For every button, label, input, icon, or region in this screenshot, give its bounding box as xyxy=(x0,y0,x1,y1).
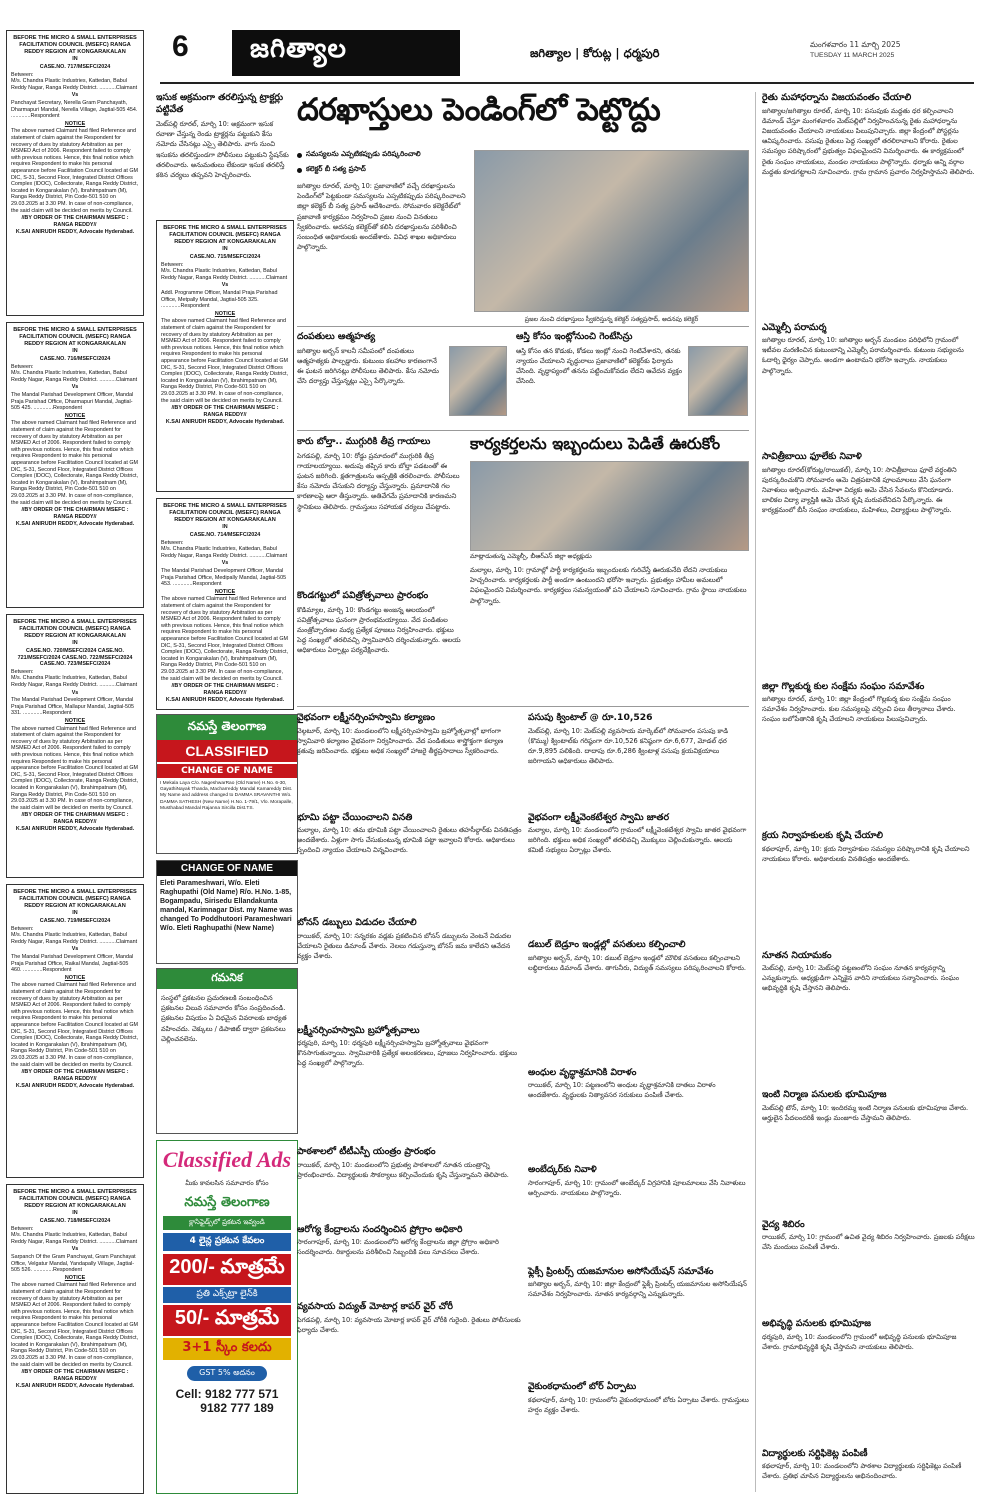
headline: అంధుల వృద్ధాశ్రమానికి విరాళం xyxy=(528,1066,637,1078)
bullet-icon xyxy=(297,168,302,173)
right-story xyxy=(762,1318,975,1442)
headline: పాఠశాలలో టీటీఎస్పీ యంత్రం ప్రారంభం xyxy=(297,1146,436,1157)
divider xyxy=(297,430,749,431)
notice-in: IN xyxy=(72,1210,78,1217)
advocate-signature: K.SAI ANIRUDH REDDY, Advocate Hyderabad. xyxy=(165,419,285,426)
story-body: కథలాపూర్, మార్చి 10: క్రయ నిర్వాహకుల సమస్యల పరిష్కారానికి కృషి చేయాలని నాయకులు కోరారు. అధికారులకు వినతిపత్రం అందజేశారు. xyxy=(762,844,970,863)
story-body: రాయికల్, మార్చి 10: సన్నరకం వడ్లకు ప్రకటించిన బోనస్ డబ్బులను వెంటనే విడుదల చేయాలని రైతులు డిమాండ్ చేశారు. నెలలు గడుస్తున్నా బోనస్ జమ కాలేదని ఆవేదన వ్యక్తం చేశారు. xyxy=(297,931,512,960)
notice-heading: BEFORE THE MICRO & SMALL ENTERPRISES FACILITATION COUNCIL (MSEFC) RANGA REDDY REGION AT KONGARAKALAN xyxy=(13,889,137,909)
notice-heading: BEFORE THE MICRO & SMALL ENTERPRISES FACILITATION COUNCIL (MSEFC) RANGA REDDY REGION AT KONGARAKALAN xyxy=(163,225,287,245)
order-line: //BY ORDER OF THE CHAIRMAN MSEFC : RANGA REDDY// xyxy=(21,507,129,520)
story-body: జగిత్యాల రూరల్, మార్చి 10: జగిత్యాల అర్బన్ మండలం పరిధిలోని గ్రామంలో ఇటీవల మరణించిన కుటుంబాన్ని ఎమ్మెల్సీ పరామర్శించారు. కుటుంబ సభ్యులను ఓదార్చి ధైర్యం చెప్పారు. అండగా ఉంటామని భరోసా ఇచ్చారు. నాయకులు పాల్గొన్నారు. xyxy=(762,336,964,375)
notice-in: IN xyxy=(72,56,78,63)
petitioner: M/s. Chandra Plastic Industries, Kattedan, Babul Reddy Nagar, Ranga Reddy District. ...........Claimant xyxy=(11,675,138,688)
advocate-signature: K.SAI ANIRUDH REDDY, Advocate Hyderabad. xyxy=(15,521,135,528)
date-telugu: మంగళవారం 11 మార్చి 2025 xyxy=(810,40,901,49)
headline: ఇంటి నిర్మాణ పనులకు భూమిపూజ xyxy=(762,1089,887,1100)
story-body: రాయికల్, మార్చి 10: పట్టణంలోని అంధుల వృద్ధాశ్రమానికి దాతలు విరాళం అందజేశారు. వృద్ధులకు నిత్యావసర సరుకులు పంపిణీ చేశారు. xyxy=(528,1081,716,1100)
right-story xyxy=(762,1448,975,1493)
headline: ఆస్తి కోసం ఇంట్లోనుంచి గెంటేసిన్రు xyxy=(516,331,633,342)
cell-number: Cell: 9182 777 571 xyxy=(175,1387,279,1401)
headline: వైభవంగా లక్ష్మీనర్సింహస్వామి కల్యాణం xyxy=(297,712,435,723)
notice-in: IN xyxy=(72,348,78,355)
headline: వైద్య శిబిరం xyxy=(762,1218,805,1230)
headline: ఫ్లెక్సీ ప్రింటర్స్ యజమానుల అసోసియేషన్ సమావేశం xyxy=(528,1265,714,1277)
story-body: జగిత్యాల రూరల్, మార్చి 10: జిల్లా కేంద్రంలో గొల్లకుర్మ కుల సంక్షేమ సంఘం సమావేశం నిర్వహించారు. కుల సమస్యలపై చర్చించి పలు తీర్మానాలు చేశారు. సంఘం బలోపేతానికి కృషి చేయాలని నాయకులు పిలుపునిచ్చారు. xyxy=(762,695,956,724)
petitioner: M/s. Chandra Plastic Industries, Kattedan, Babul Reddy Nagar, Ranga Reddy District. ...........Claimant xyxy=(161,546,288,559)
story-car xyxy=(297,436,463,589)
story-body: సారంగాపూర్, మార్చి 10: గ్రామంలో అంబేద్కర్ విగ్రహానికి పూలమాలలు వేసి నివాళులు అర్పించారు. నాయకులు పాల్గొన్నారు. xyxy=(528,1178,746,1197)
versus: Vs xyxy=(71,946,79,953)
lead-body: జగిత్యాల రూరల్, మార్చి 10: ప్రజావాణిలో వచ్చే దరఖాస్తులను పెండింగ్‌లో పెట్టకుండా సమస్యలను ఎప్పటికప్పుడు పరిష్కరించాలని జిల్లా కలెక్టర్ బీ సత్య ప్రసాద్ ఆదేశించారు. సోమవారం కలెక్టరేట్‌లో ప్రజావాణి కార్యక్రమం నిర్వహించి ప్రజల నుంచి వినతులు స్వీకరించారు. అదనపు కలెక్టర్‌తో కలిసి దరఖాస్తులను పరిశీలించి సంబంధిత అధికారులకు అందజేశారు. వివిధ శాఖల అధికారులు పాల్గొన్నారు. xyxy=(297,182,466,252)
headline: లక్ష్మీనర్సింహస్వామి బ్రహ్మోత్సవాలు xyxy=(297,1024,420,1036)
headline: అభివృద్ధి పనులకు భూమిపూజ xyxy=(762,1318,871,1329)
between-label: Between: xyxy=(11,925,34,932)
headline: డబుల్ బెడ్రూం ఇండ్లల్లో వసతులు కల్పించాలి xyxy=(528,939,686,950)
case-number: CASE.NO. 714/MSEFC/2024 xyxy=(189,532,261,539)
versus: Vs xyxy=(71,384,79,391)
divider xyxy=(297,706,749,707)
headline: వ్యవసాయ విద్యుత్ మోటార్ల కాపర్ వైర్ చోరీ xyxy=(297,1301,453,1312)
tagline-2: నమస్తే తెలంగాణ xyxy=(184,1195,270,1210)
headline: బోనస్ డబ్బులు విడుదల చేయాలి xyxy=(297,917,417,928)
case-number: CASE.NO. 720/MSEFC/2024 CASE.NO. 721/MSEFC/2024 CASE.NO. 722/MSEFC/2024 CASE.NO. 723/MSEFC/2024 xyxy=(17,648,133,668)
headline: సావిత్రీబాయి ఫూలేకు నివాళి xyxy=(762,451,862,462)
headline: వైకుంఠధామంలో బోర్ ఏర్పాటు xyxy=(528,1381,637,1392)
story-body: ధర్మపురి, మార్చి 10: ధర్మపురి లక్ష్మీనర్సింహస్వామి బ్రహ్మోత్సవాలు వైభవంగా కొనసాగుతున్నాయి. స్వామివారికి ప్రత్యేక అలంకరణలు, పూజలు నిర్వహించారు. భక్తులు పెద్ద సంఖ్యలో పాల్గొన్నారు. xyxy=(297,1039,517,1068)
petitioner: M/s. Chandra Plastic Industries, Kattedan, Babul Reddy Nagar, Ranga Reddy District. ...........Claimant xyxy=(11,370,138,383)
petitioner: M/s. Chandra Plastic Industries, Kattedan, Babul Reddy Nagar, Ranga Reddy District. ...........Claimant xyxy=(11,1232,138,1245)
sub-story-1 xyxy=(297,331,509,430)
gamanika-text: సంస్థలో ప్రకటనల ప్రచురణలకి సంబంధించిన ప్రకటనల విలువ సమాచారం కోసం సంప్రదించండి. ప్రకటనల విషయం ఏ విధమైన వివరాలకు బాధ్యత వహించదు. చెక్కులు / డిపాజిట్ ద్వారా ప్రకటనలు చెల్లించవలెను. xyxy=(161,994,287,1043)
story-body: పెగడపల్లి, మార్చి 10: రోడ్డు ప్రమాదంలో ముగ్గురికి తీవ్ర గాయాలయ్యాయి. అదుపు తప్పిన కారు బోల్తా పడటంతో ఈ ఘటన జరిగింది. క్షతగాత్రులను ఆస్పత్రికి తరలించారు. పోలీసులు కేసు నమోదు చేసుకుని దర్యాప్తు చేస్తున్నారు. ప్రమాదానికి గల కారణాలపై ఆరా తీస్తున్నారు. అతివేగమే ప్రమాదానికి కారణమని స్థానికులు తెలిపారు. గ్రామస్తులు సహాయక చర్యలు చేపట్టారు. xyxy=(297,451,460,511)
between-label: Between: xyxy=(11,1225,34,1232)
story-kondagattu xyxy=(297,590,463,715)
classified-ad-1 xyxy=(156,714,298,854)
between-label: Between: xyxy=(161,261,184,268)
date-english: TUESDAY 11 MARCH 2025 xyxy=(810,52,895,59)
notice-in: IN xyxy=(72,910,78,917)
notice-in: IN xyxy=(72,640,78,647)
between-label: Between: xyxy=(11,363,34,370)
lead-photo-caption: ప్రజల నుంచి దరఖాస్తులు స్వీకరిస్తున్న కలెక్టర్ సత్యప్రసాద్, అదనపు కలెక్టర్ xyxy=(524,316,699,323)
respondent: Addl. Programme Officer, Mandal Praja Parishad Office, Metpally Mandal, Jagtial-505 325. .............Respondent xyxy=(161,290,278,310)
cell-number-2: 9182 777 189 xyxy=(200,1401,274,1415)
bullet-text: కలెక్టర్ బీ సత్య ప్రసాద్ xyxy=(306,165,366,173)
notice-title: NOTICE xyxy=(214,588,236,595)
right-story xyxy=(762,681,975,825)
legal-notice xyxy=(156,220,294,492)
headline: రైతు మహాధర్నాను విజయవంతం చేయాలి xyxy=(762,92,912,103)
lower-mid-stories xyxy=(528,712,749,1455)
notice-title: NOTICE xyxy=(64,412,86,419)
lead-bullet-1 xyxy=(297,150,469,160)
legal-notice xyxy=(6,614,144,878)
sub-story-2 xyxy=(516,331,749,430)
notice-body: The above named Claimant had filed Reference and statement of claim against the Respondent for recovery of dues by statutory Arbitration as per MSMED Act of 2006. Respondent failed to comply with previous notices. Hence, this final notice which requires Respondent to make his personal appearance before Facilitation Council located at GM DIC, S-31, Second Floor, Integrated District Offices Complex (IDOC), Collectorate, Ranga Reddy District, located in Kongarakalan (V), Ibrahimpatnam (M), Ranga Reddy District, Pin Code-501 510 on 29.03.2025 at 3.30 PM. In case of non-compliance, the said claim will be decided on merits by Council. xyxy=(11,982,139,1068)
extra-line-label: ప్రతి ఎక్స్‌ట్రా లైన్‌కి xyxy=(163,1287,291,1303)
brand-logo: నమస్తే తెలంగాణ xyxy=(157,715,297,740)
bullet-text: సమస్యలను ఎప్పటికప్పుడు పరిష్కరించాలి xyxy=(306,150,421,158)
story-body: కథలాపూర్, మార్చి 10: గ్రామంలోని వైకుంఠధామంలో బోరు ఏర్పాటు చేశారు. గ్రామస్తులు హర్షం వ్యక్తం చేశారు. xyxy=(528,1395,749,1414)
notice-body: The above named Claimant had filed Reference and statement of claim against the Respondent for recovery of dues by statutory Arbitration as per MSMED Act of 2006. Respondent failed to comply with previous notices. Hence, this final notice which requires Respondent to make his personal appearance before Facilitation Council located at GM DIC, S-31, Second Floor, Integrated District Offices Complex (IDOC), Collectorate, Ranga Reddy District, located in Kongarakalan (V), Ibrahimpatnam (M), Ranga Reddy District, Pin Code-501 510 on 29.03.2025 at 3.30 PM. In case of non-compliance, the said claim will be decided on merits by Council. xyxy=(11,128,139,214)
story-body: మెట్‌పల్లి, మార్చి 10: మెట్‌పల్లి వ్యవసాయ మార్కెట్‌లో సోమవారం పసుపు కాడి (కొమ్ము) క్వింటాల్‌కు గరిష్ఠంగా రూ.10,526 కనిష్ఠంగా రూ.6,677, మోడల్ ధర రూ.9,895 పలికింది. దాదాపు రూ.6,286 క్వింటాళ్ల పసుపు క్రయవిక్రయాలు జరిగాయని అధికారులు తెలిపారు. xyxy=(528,726,729,766)
headline: భూమి పట్టా చేయించాలని వినతి xyxy=(297,811,413,823)
notice-title: NOTICE xyxy=(64,717,86,724)
story-body: వెల్గటూర్, మార్చి 10: మండలంలోని లక్ష్మీనర్సింహస్వామి బ్రహ్మోత్సవాల్లో భాగంగా స్వామివారి కల్యాణం వైభవంగా నిర్వహించారు. వేద పండితులు శాస్త్రోక్తంగా కల్యాణ క్రతువు జరిపించారు. భక్తులు అధిక సంఖ్యలో హాజరై తీర్థప్రసాదాలు స్వీకరించారు. xyxy=(297,726,504,755)
notice-title: NOTICE xyxy=(64,974,86,981)
portrait-photo xyxy=(688,346,748,416)
order-line: //BY ORDER OF THE CHAIRMAN MSEFC : RANGA REDDY// xyxy=(21,215,129,228)
story-body: కథలాపూర్, మార్చి 10: మండలంలోని పాఠశాల విద్యార్థులకు సర్టిఫికెట్లు పంపిణీ చేశారు. ప్రతిభ చూపిన విద్యార్థులను అభినందించారు. xyxy=(762,1462,962,1481)
case-number: CASE.NO. 718/MSEFC/2024 xyxy=(39,1218,111,1225)
story-body: రాయికల్, మార్చి 10: గ్రామంలో ఉచిత వైద్య శిబిరం నిర్వహించారు. ప్రజలకు పరీక్షలు చేసి మందులు పంపిణీ చేశారు. xyxy=(762,1233,975,1252)
order-line: //BY ORDER OF THE CHAIRMAN MSEFC : RANGA REDDY// xyxy=(171,405,279,418)
right-story xyxy=(762,1089,975,1213)
headline: అంబేద్కర్‌కు నివాళి xyxy=(528,1164,597,1175)
change-of-name-title: CHANGE OF NAME xyxy=(157,764,297,778)
legal-notice xyxy=(156,498,294,710)
headline: జిల్లా గొల్లకుర్మ కుల సంక్షేమ సంఘం సమావేశం xyxy=(762,680,925,692)
petitioner: M/s. Chandra Plastic Industries, Kattedan, Babul Reddy Nagar, Ranga Reddy District. ...........Claimant xyxy=(11,932,138,945)
change-of-name-text-2: Eleti Parameshwari, W/o. Eleti Raghupathi (Old Name) R/o. H.No. 1-85, Bogampadu, Sirisedu Ellandakunta mandal, Karimnagar Dist. my Name was changed To Poddhutoori Parameshwari W/o. Eleti Raghupathi (New Name) xyxy=(160,880,293,933)
lines-offer: 4 లైన్ల ప్రకటన కేవలం xyxy=(163,1233,291,1251)
change-of-name-title-2: CHANGE OF NAME xyxy=(157,861,297,876)
tagline-3: క్లాసిఫైడ్స్‌లో ప్రకటన ఇవ్వండి xyxy=(163,1216,291,1230)
respondent: The Mandal Parishad Development Officer, Mandal Praja Parishad Office, Mallapur Mandal, Jagtial-505 331. .............Respondent xyxy=(11,697,135,717)
petitioner: M/s. Chandra Plastic Industries, Kattedan, Babul Reddy Nagar, Ranga Reddy District. ...........Claimant xyxy=(161,268,288,281)
right-story xyxy=(762,322,975,446)
order-line: //BY ORDER OF THE CHAIRMAN MSEFC : RANGA REDDY// xyxy=(21,1369,129,1382)
notice-body: The above named Claimant had filed Reference and statement of claim against the Respondent for recovery of dues by statutory Arbitration as per MSMED Act of 2006. Respondent failed to comply with previous notices. Hence, this final notice which requires Respondent to make his personal appearance before Facilitation Council located at GM DIC, S-31, Second Floor, Integrated District Offices Complex (IDOC), Collectorate, Ranga Reddy District, located in Kongarakalan (V), Ibrahimpatnam (M), Ranga Reddy District, Pin Code-501 510 on 29.03.2025 at 3.30 PM. In case of non-compliance, the said claim will be decided on merits by Council. xyxy=(11,420,139,506)
headline: కారు బోల్తా.. ముగ్గురికి తీవ్ర గాయాలు xyxy=(297,436,431,447)
notice-heading: BEFORE THE MICRO & SMALL ENTERPRISES FACILITATION COUNCIL (MSEFC) RANGA REDDY REGION AT KONGARAKALAN xyxy=(13,1189,137,1209)
story-body: మెట్‌పల్లి, మార్చి 10: మెట్‌పల్లి పట్టణంలోని సంఘం నూతన కార్యవర్గాన్ని ఎన్నుకున్నారు. అధ్యక్షుడిగా ఎన్నికైన వారిని నాయకులు సన్మానించారు. సంఘం అభివృద్ధికి కృషి చేస్తానని తెలిపారు. xyxy=(762,964,960,993)
story-body: మల్యాల, మార్చి 10: గ్రామాల్లో పార్టీ కార్యకర్తలను ఇబ్బందులకు గురిచేస్తే ఊరుకునేది లేదని నాయకులు హెచ్చరించారు. కార్యకర్తలకు పార్టీ అండగా ఉంటుందని భరోసా ఇచ్చారు. ప్రభుత్వం హామీల అమలులో విఫలమైందని విమర్శించారు. కార్యకర్తలు సమన్వయంతో పని చేయాలని సూచించారు. గ్రామ స్థాయి నాయకులు పాల్గొన్నారు. xyxy=(470,566,747,605)
story-body: ధర్మపురి, మార్చి 10: మండలంలోని గ్రామంలో అభివృద్ధి పనులకు భూమిపూజ చేశారు. గ్రామాభివృద్ధికి కృషి చేస్తామని నాయకులు తెలిపారు. xyxy=(762,1332,957,1351)
headline: కార్యకర్తలను ఇబ్బందులు పెడితే ఊరుకోం xyxy=(470,434,721,453)
classified-rates-ad xyxy=(156,1140,298,1494)
case-number: CASE.NO. 716/MSEFC/2024 xyxy=(39,356,111,363)
gst-badge: GST 5% అదనం xyxy=(187,1366,267,1381)
right-story xyxy=(762,830,975,944)
story-body: జగిత్యాల/జగిత్యాల రూరల్, మార్చి 10: పసుపుకు మద్దతు ధర కల్పించాలని డిమాండ్ చేస్తూ మంగళవారం మెట్‌పల్లిలో నిర్వహించనున్న రైతు మహాధర్నాను విజయవంతం చేయాలని నాయకులు పిలుపునిచ్చారు. జిల్లా కేంద్రంలో పోస్టర్లను ఆవిష్కరించారు. పసుపు రైతులు పెద్ద సంఖ్యలో తరలిరావాలని కోరారు. రైతుల సమస్యల పరిష్కారంలో ప్రభుత్వం విఫలమైందని విమర్శించారు. ఈ కార్యక్రమంలో రైతు సంఘం నాయకులు, మండల నాయకులు పాల్గొన్నారు. ధర్నాకు అన్ని వర్గాల మద్దతు కూడగట్టాలని సూచించారు. గ్రామ గ్రామాన ప్రచారం నిర్వహిస్తామని తెలిపారు. xyxy=(762,106,975,176)
lead-bullets xyxy=(297,150,469,321)
portrait-photo xyxy=(449,346,507,416)
classified-banner: CLASSIFIED xyxy=(157,740,297,762)
photo-caption: మాట్లాడుతున్న ఎమ్మెల్సీ, బీఆర్‌ఎస్ జిల్లా అధ్యక్షుడు xyxy=(470,553,592,560)
headline: ఎమ్మెల్సీ పరామర్శ xyxy=(762,321,827,333)
notice-title: NOTICE xyxy=(214,310,236,317)
notice-body: The above named Claimant had filed Reference and statement of claim against the Respondent for recovery of dues by statutory Arbitration as per MSMED Act of 2006. Respondent failed to comply with previous notices. Hence, this final notice which requires Respondent to make his personal appearance before Facilitation Council located at GM DIC, S-31, Second Floor, Integrated District Offices Complex (IDOC), Collectorate, Ranga Reddy District, located in Kongarakalan (V), Ibrahimpatnam (M), Ranga Reddy District, Pin Code-501 510 on 29.03.2025 at 3.30 PM. In case of non-compliance, the said claim will be decided on merits by Council. xyxy=(11,1282,139,1368)
legal-notice xyxy=(6,1184,144,1494)
classified-ads-logo: Classified Ads xyxy=(162,1147,292,1172)
respondent: The Mandal Parishad Development Officer, Mandal Praja Parishad Office, Dharmapuri Mandal, Jagtial-505 425. .............Respondent xyxy=(11,392,134,412)
divider xyxy=(297,326,749,327)
notice-title: NOTICE xyxy=(64,120,86,127)
story-body: ఆస్తి కోసం తన కొడుకు, కోడలు ఇంట్లో నుంచి గెంటివేశారని, తనకు న్యాయం చేయాలని వృద్ధురాలు ప్రజావాణిలో కలెక్టర్‌కు ఫిర్యాదు చేసింది. వృద్ధాప్యంలో తనను పట్టించుకోవడం లేదని ఆవేదన వ్యక్తం చేసింది. xyxy=(516,346,683,386)
section-subtitle: జగిత్యాల | కోరుట్ల | ధర్మపురి xyxy=(530,46,660,60)
right-story xyxy=(762,92,975,316)
story-body: జగిత్యాల అర్బన్ కాలనీ సమీపంలో దంపతులు ఆత్మహత్యకు పాల్పడ్డారు. కుటుంబ కలహాల కారణంగానే ఈ ఘటన జరిగినట్లు పోలీసులు తెలిపారు. కేసు నమోదు చేసి దర్యాప్తు చేస్తున్నట్లు ఎస్సై పేర్కొన్నారు. xyxy=(297,346,439,386)
story-body: మల్యాల, మార్చి 10: మండలంలోని గ్రామంలో లక్ష్మీవెంకటేశ్వర స్వామి జాతర వైభవంగా జరిగింది. భక్తులు అధిక సంఖ్యలో తరలివచ్చి మొక్కులు చెల్లించుకున్నారు. ఆలయ కమిటీ సభ్యులు ఏర్పాట్లు చేశారు. xyxy=(528,826,747,855)
notice-in: IN xyxy=(222,524,228,531)
respondent: Panchayat Secretary, Nerella Gram Panchayath, Dharmapuri Mandal, Nerella Village, Jagtial-505 454. .............Respondent xyxy=(11,100,138,120)
petitioner: M/s. Chandra Plastic Industries, Kattedan, Babul Reddy Nagar, Ranga Reddy District. ...........Claimant xyxy=(11,78,138,91)
change-of-name-text: I Mekala Laya C/o. NageshwarRao (Old Name) H.No. 6-30, GayathiNayak Thanda, Macharreddy Mandal Kamareddy Dist. My Name and address changed to DAMMA SRAVANTHI W/o. DAMMA SATHESH (New Name) H.No. 1-79/1, Vlo. Morapalle, Musthabad Mandal Rajanna Sircilla Dist.TS. xyxy=(160,781,293,811)
lead-photo xyxy=(474,150,749,312)
right-story xyxy=(762,950,975,1084)
versus: Vs xyxy=(71,92,79,99)
between-label: Between: xyxy=(161,539,184,546)
legal-notice xyxy=(6,322,144,608)
headline: నూతన నియామకం xyxy=(762,949,832,961)
story-body: సారంగాపూర్, మార్చి 10: మండలంలోని ఆరోగ్య కేంద్రాలను జిల్లా ప్రోగ్రాం అధికారి సందర్శించారు. రికార్డులను పరిశీలించి సిబ్బందికి పలు సూచనలు చేశారు. xyxy=(297,1238,499,1257)
offer-scheme: 3+1 స్కీం కలదు xyxy=(163,1338,291,1360)
story-body: రాయికల్, మార్చి 10: మండలంలోని ప్రభుత్వ పాఠశాలలో నూతన యంత్రాన్ని ప్రారంభించారు. విద్యార్థులకు సౌకర్యాలు కల్పించేందుకు కృషి చేస్తున్నామని తెలిపారు. xyxy=(297,1160,509,1179)
between-label: Between: xyxy=(11,71,34,78)
headline: ఇసుక అక్రమంగా తరలిస్తున్న ట్రాక్టర్లు పట్టివేత xyxy=(156,92,284,115)
respondent: The Mandal Parishad Development Officer, Mandal Praja Parishad Office, Medipally Mandal, Jagtial-505 453. .............Respondent xyxy=(161,568,287,588)
section-title: జగిత్యాల xyxy=(232,30,460,76)
respondent: Sarpanch Of the Gram Panchayat, Gram Panchayat Office, Velgatur Mandal, Yandapally Village, Jagtial-505 526. .............Respondent xyxy=(11,1254,136,1274)
notice-body: The above named Claimant had filed Reference and statement of claim against the Respondent for recovery of dues by statutory Arbitration as per MSMED Act of 2006. Respondent failed to comply with previous notices. Hence, this final notice which requires Respondent to make his personal appearance before Facilitation Council located at GM DIC, S-31, Second Floor, Integrated District Offices Complex (IDOC), Collectorate, Ranga Reddy District, located in Kongarakalan (V), Ibrahimpatnam (M), Ranga Reddy District, Pin Code-501 510 on 29.03.2025 at 3.30 PM. In case of non-compliance, the said claim will be decided on merits by Council. xyxy=(11,725,139,811)
legal-notice xyxy=(6,884,144,1178)
story-body: మెట్‌పల్లి టౌన్, మార్చి 10: ఇందిరమ్మ ఇంటి నిర్మాణ పనులకు భూమిపూజ చేశారు. అర్హులైన పేదలందరికీ ఇండ్లు మంజూరు చేస్తామని తెలిపారు. xyxy=(762,1103,969,1122)
notice-heading: BEFORE THE MICRO & SMALL ENTERPRISES FACILITATION COUNCIL (MSEFC) RANGA REDDY REGION AT KONGARAKALAN xyxy=(13,327,137,347)
story-body: జగిత్యాల రూరల్(కోరుట్ల/రాయికల్), మార్చి 10: సావిత్రీబాయి ఫూలే వర్ధంతిని పురస్కరించుకొని సోమవారం ఆమె చిత్రపటానికి పూలమాలలు వేసి ఘనంగా నివాళులు అర్పించారు. మహిళా విద్యకు ఆమె చేసిన సేవలను కొనియాడారు. బాలికల విద్యా వ్యాప్తికి ఆమె చేసిన కృషి మరువలేనిదని పేర్కొన్నారు. ఈ కార్యక్రమంలో బీసీ సంఘం నాయకులు, మహిళలు, విద్యార్థులు పాల్గొన్నారు. xyxy=(762,465,957,515)
headline: పసుపు క్వింటాల్ @ రూ.10,526 xyxy=(528,712,653,723)
order-line: //BY ORDER OF THE CHAIRMAN MSEFC : RANGA REDDY// xyxy=(21,812,129,825)
versus: Vs xyxy=(221,560,229,567)
advocate-signature: K.SAI ANIRUDH REDDY, Advocate Hyderabad. xyxy=(15,1083,135,1090)
price-2: 50/- మాత్రమే xyxy=(163,1305,291,1336)
advocate-signature: K.SAI ANIRUDH REDDY, Advocate Hyderabad. xyxy=(15,1383,135,1390)
legal-notice xyxy=(6,30,144,316)
headline: ఆరోగ్య కేంద్రాలను సందర్శించిన ప్రోగ్రాం అధికారి xyxy=(297,1223,463,1235)
story-workers xyxy=(470,434,749,733)
story-body: మల్యాల, మార్చి 10: తమ భూమికి పట్టా చేయించాలని రైతులు తహసీల్దార్‌కు వినతిపత్రం అందజేశారు. ఏళ్లుగా సాగు చేసుకుంటున్న భూమికి పట్టా ఇవ్వాలని కోరారు. అధికారులు స్పందించి న్యాయం చేయాలని విన్నవించారు. xyxy=(297,826,522,855)
lead-headline: దరఖాస్తులు పెండింగ్‌లో పెట్టొద్దు xyxy=(297,92,661,128)
notice-heading: BEFORE THE MICRO & SMALL ENTERPRISES FACILITATION COUNCIL (MSEFC) RANGA REDDY REGION AT KONGARAKALAN xyxy=(13,35,137,55)
advocate-signature: K.SAI ANIRUDH REDDY, Advocate Hyderabad. xyxy=(15,826,135,833)
lead-bullet-2 xyxy=(297,165,469,175)
case-number: CASE.NO. 715/MSEFC/2024 xyxy=(189,254,261,261)
notice-in: IN xyxy=(222,246,228,253)
lower-left-stories xyxy=(297,712,522,1359)
right-story xyxy=(762,451,975,675)
advocate-signature: K.SAI ANIRUDH REDDY, Advocate Hyderabad. xyxy=(15,229,135,236)
headline: వైభవంగా లక్ష్మీవెంకటేశ్వర స్వామి జాతర xyxy=(528,811,670,823)
gamanika-title: గమనిక xyxy=(157,969,297,989)
case-number: CASE.NO. 719/MSEFC/2024 xyxy=(39,918,111,925)
gamanika-box xyxy=(156,968,298,1134)
headline: క్రయ నిర్వాహకులకు కృషి చేయాలి xyxy=(762,830,883,841)
right-column-stories xyxy=(755,92,975,1492)
notice-heading: BEFORE THE MICRO & SMALL ENTERPRISES FACILITATION COUNCIL (MSEFC) RANGA REDDY REGION AT KONGARAKALAN xyxy=(13,619,137,639)
notice-title: NOTICE xyxy=(64,1274,86,1281)
bullet-icon xyxy=(297,153,302,158)
classified-ad-2 xyxy=(156,860,298,964)
story-body: జగిత్యాల అర్బన్, మార్చి 10: జిల్లా కేంద్రంలో ఫ్లెక్సీ ప్రింటర్స్ యజమానుల అసోసియేషన్ సమావేశం నిర్వహించారు. నూతన కార్యవర్గాన్ని ఎన్నుకున్నారు. xyxy=(528,1280,747,1299)
tagline-1: మీకు కావలసిన సమాచారం కోసం xyxy=(185,1179,269,1187)
headline: దంపతులు ఆత్మహత్య xyxy=(297,331,376,342)
story-body: మెట్‌పల్లి రూరల్, మార్చి 10: అక్రమంగా ఇసుక రవాణా చేస్తున్న రెండు ట్రాక్టర్లను పట్టుకుని కేసు నమోదు చేసినట్లు ఎస్సై తెలిపారు. వాగు నుంచి ఇసుకను తరలిస్తుండగా పోలీసులు పట్టుకుని స్టేషన్‌కు తరలించారు. అనుమతులు లేకుండా ఇసుక తరలిస్తే కఠిన చర్యలు తప్పవని హెచ్చరించారు. xyxy=(156,120,289,180)
notice-body: The above named Claimant had filed Reference and statement of claim against the Respondent for recovery of dues by statutory Arbitration as per MSMED Act of 2006. Respondent failed to comply with previous notices. Hence, this final notice which requires Respondent to make his personal appearance before Facilitation Council located at GM DIC, S-31, Second Floor, Integrated District Offices Complex (IDOC), Collectorate, Ranga Reddy District, located in Kongarakalan (V), Ibrahimpatnam (M), Ranga Reddy District, Pin Code-501 510 on 29.03.2025 at 3.30 PM. In case of non-compliance, the said claim will be decided on merits by Council. xyxy=(161,596,289,682)
workers-photo xyxy=(470,461,749,551)
between-label: Between: xyxy=(11,668,34,675)
case-number: CASE.NO. 717/MSEFC/2024 xyxy=(39,64,111,71)
header-rule xyxy=(160,82,974,84)
versus: Vs xyxy=(71,689,79,696)
order-line: //BY ORDER OF THE CHAIRMAN MSEFC : RANGA REDDY// xyxy=(21,1069,129,1082)
versus: Vs xyxy=(221,282,229,289)
story-body: పెగడపల్లి, మార్చి 10: వ్యవసాయ మోటార్ల కాపర్ వైర్ చోరీకి గురైంది. రైతులు పోలీసులకు ఫిర్యాదు చేశారు. xyxy=(297,1315,521,1334)
headline: విద్యార్థులకు సర్టిఫికెట్ల పంపిణీ xyxy=(762,1447,868,1459)
page-number: 6 xyxy=(172,30,189,63)
story-body: జగిత్యాల అర్బన్, మార్చి 10: డబుల్ బెడ్రూం ఇండ్లలో మౌలిక వసతులు కల్పించాలని లబ్ధిదారులు డిమాండ్ చేశారు. తాగునీరు, విద్యుత్ సమస్యలు పరిష్కరించాలని కోరారు. xyxy=(528,953,746,972)
price-1: 200/- మాత్రమే xyxy=(163,1254,291,1285)
story-body: కొడిమ్యాల, మార్చి 10: కొండగట్టు అంజన్న ఆలయంలో పవిత్రోత్సవాలు ఘనంగా ప్రారంభమయ్యాయి. వేద పండితుల మంత్రోచ్చారణల మధ్య ప్రత్యేక పూజలు నిర్వహించారు. భక్తులు పెద్ద సంఖ్యలో తరలివచ్చి స్వామివారిని దర్శించుకున్నారు. ఆలయ అధికారులు ఏర్పాట్లు పర్యవేక్షించారు. xyxy=(297,605,461,655)
respondent: The Mandal Parishad Development Officer, Mandal Praja Parishad Office, Raikal Mandal, Jagtial-505 460. .............Respondent xyxy=(11,954,134,974)
sidebar-story xyxy=(156,92,290,219)
order-line: //BY ORDER OF THE CHAIRMAN MSEFC : RANGA REDDY// xyxy=(171,683,279,696)
right-story xyxy=(762,1219,975,1313)
notice-body: The above named Claimant had filed Reference and statement of claim against the Respondent for recovery of dues by statutory Arbitration as per MSMED Act of 2006. Respondent failed to comply with previous notices. Hence, this final notice which requires Respondent to make his personal appearance before Facilitation Council located at GM DIC, S-31, Second Floor, Integrated District Offices Complex (IDOC), Collectorate, Ranga Reddy District, located in Kongarakalan (V), Ibrahimpatnam (M), Ranga Reddy District, Pin Code-501 510 on 29.03.2025 at 3.30 PM. In case of non-compliance, the said claim will be decided on merits by Council. xyxy=(161,318,289,404)
notice-heading: BEFORE THE MICRO & SMALL ENTERPRISES FACILITATION COUNCIL (MSEFC) RANGA REDDY REGION AT KONGARAKALAN xyxy=(163,503,287,523)
versus: Vs xyxy=(71,1246,79,1253)
headline: కొండగట్టులో పవిత్రోత్సవాలు ప్రారంభం xyxy=(297,590,429,601)
advocate-signature: K.SAI ANIRUDH REDDY, Advocate Hyderabad. xyxy=(165,697,285,704)
